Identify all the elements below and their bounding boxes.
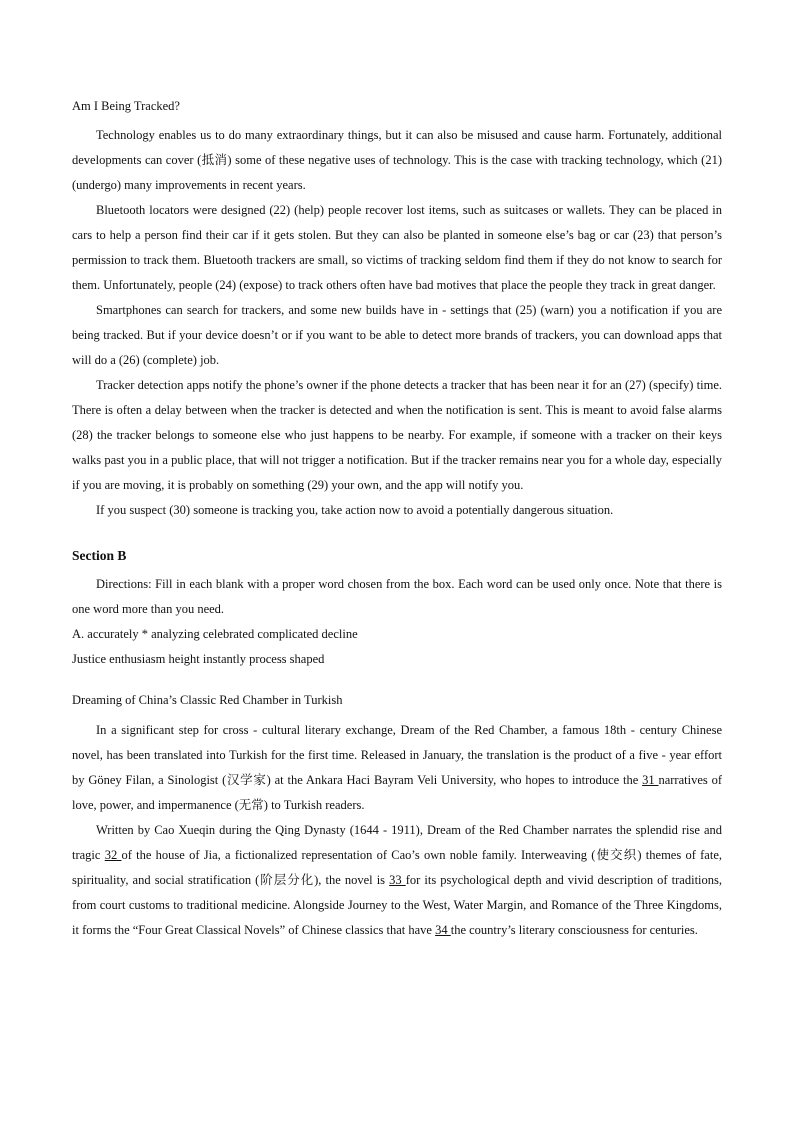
word-box-line-1: A. accurately * analyzing celebrated complicated decline — [72, 627, 358, 641]
section-b-heading: Section B — [72, 548, 127, 563]
blank-31[interactable]: 31 — [642, 773, 659, 787]
passage-b-p2-text-d: the country’s literary consciousness for centuries. — [450, 923, 698, 937]
blank-33[interactable]: 33 — [389, 873, 406, 887]
passage-b-paragraph-1 — [72, 718, 722, 818]
passage-b-p1-text-b: narratives of love, power, and impermanence (无常) to Turkish readers. — [72, 773, 722, 812]
document-page — [72, 94, 722, 943]
passage-a-paragraph-3: Smartphones can search for trackers, and some new builds have in - settings that (25) (warn) you a notification if you are being tracked. But if your device doesn’t or if you want to be able to detect more brands of trackers, you can download apps that will do a (26) (complete) job. — [72, 303, 722, 367]
word-box-line-2: Justice enthusiasm height instantly process shaped — [72, 652, 325, 666]
passage-a-paragraph-1: Technology enables us to do many extraordinary things, but it can also be misused and cause harm. Fortunately, additional developments can cover (抵消) some of these negative uses of technology. This is the case with tracking technology, which (21) (undergo) many improvements in recent years. — [72, 128, 722, 192]
section-b-directions: Directions: Fill in each blank with a proper word chosen from the box. Each word can be used only once. Note that there is one word more than you need. — [72, 577, 722, 616]
passage-b-p2-text-a: Written by Cao Xueqin during the Qing Dynasty (1644 - 1911), Dream of the Red Chamber narrates the splendid rise and tragic — [72, 823, 722, 862]
passage-b-p2-text-c: for its psychological depth and vivid description of traditions, from court customs to traditional medicine. Alongside Journey to the West, Water Margin, and Romance of the Three Kingdoms, it forms the “Four Great Classical Novels” of Chinese classics that have — [72, 873, 723, 937]
passage-a-paragraph-5: If you suspect (30) someone is tracking you, take action now to avoid a potentially dangerous situation. — [96, 503, 614, 517]
passage-a-paragraph-4: Tracker detection apps notify the phone’s owner if the phone detects a tracker that has been near it for an (27) (specify) time. There is often a delay between when the tracker is detected and when the notification is sent. This is meant to avoid false alarms (28) the tracker belongs to someone else who just happens to be nearby. For example, if someone with a tracker on their keys walks past you in a public place, that will not trigger a notification. But if the tracker remains near you for a whole day, especially if you are moving, it is probably on something (29) your own, and the app will notify you. — [72, 378, 722, 492]
passage-b-title: Dreaming of China’s Classic Red Chamber in Turkish — [72, 693, 343, 707]
passage-a-title: Am I Being Tracked? — [72, 99, 180, 113]
passage-b-p2-text-b: of the house of Jia, a fictionalized representation of Cao’s own noble family. Interweaving (使交织) themes of fate, spirituality, and social stratification (阶层分化), the novel is — [72, 848, 722, 887]
passage-a-paragraph-2: Bluetooth locators were designed (22) (help) people recover lost items, such as suitcases or wallets. They can be placed in cars to help a person find their car if it gets stolen. But they can also be planted in someone else’s bag or car (23) that person’s permission to track them. Bluetooth trackers are small, so victims of tracking seldom find them if they do not know to search for them. Unfortunately, people (24) (expose) to track others often have bad motives that place the people they track in great danger. — [72, 203, 722, 292]
passage-b-paragraph-2 — [72, 818, 722, 943]
passage-b-p1-text-a: In a significant step for cross - cultural literary exchange, Dream of the Red Chamber, a famous 18th - century Chinese novel, has been translated into Turkish for the first time. Released in January, the translation is the product of a five - year effort by Göney Filan, a Sinologist (汉学家) at the Ankara Haci Bayram Veli University, who hopes to introduce the — [72, 723, 722, 787]
blank-32[interactable]: 32 — [104, 848, 122, 862]
blank-34[interactable]: 34 — [435, 923, 451, 937]
